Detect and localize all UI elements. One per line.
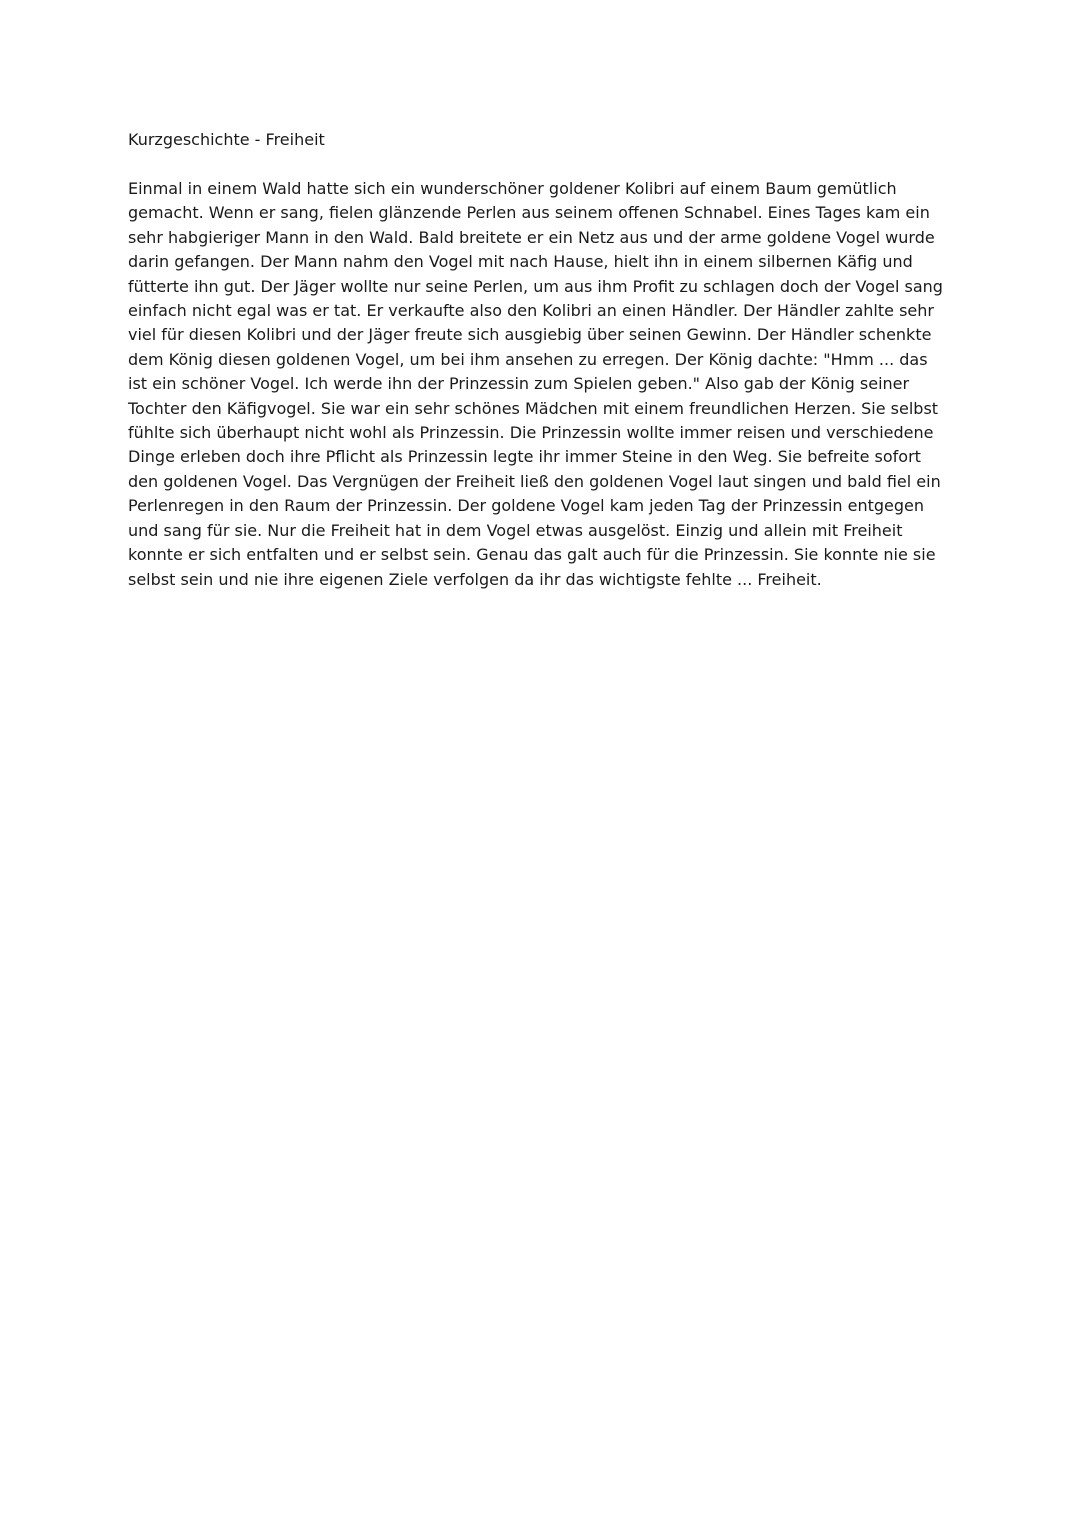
story-line: und sang für sie. Nur die Freiheit hat in dem Vogel etwas ausgelöst. Einzig und allein mit Freiheit [128, 520, 903, 540]
story-line: Perlenregen in den Raum der Prinzessin. Der goldene Vogel kam jeden Tag der Prinzessin entgegen [128, 496, 925, 516]
story-line: fütterte ihn gut. Der Jäger wollte nur seine Perlen, um aus ihm Profit zu schlagen doch der Vogel sang [128, 276, 943, 296]
story-line: selbst sein und nie ihre eigenen Ziele verfolgen da ihr das wichtigste fehlte ... Freiheit. [128, 569, 822, 589]
story-line: dem König diesen goldenen Vogel, um bei ihm ansehen zu erregen. Der König dachte: "Hmm ... das [128, 349, 928, 369]
story-line: viel für diesen Kolibri und der Jäger freute sich ausgiebig über seinen Gewinn. Der Händler schenkte [128, 325, 932, 345]
story-line: konnte er sich entfalten und er selbst sein. Genau das galt auch für die Prinzessin. Sie konnte nie sie [128, 545, 936, 565]
document-title: Kurzgeschichte - Freiheit [128, 130, 325, 149]
story-line: einfach nicht egal was er tat. Er verkaufte also den Kolibri an einen Händler. Der Händler zahlte sehr [128, 301, 934, 321]
story-line: fühlte sich überhaupt nicht wohl als Prinzessin. Die Prinzessin wollte immer reisen und verschiedene [128, 423, 934, 443]
story-line: darin gefangen. Der Mann nahm den Vogel mit nach Hause, hielt ihn in einem silbernen Käfig und [128, 252, 913, 272]
story-line: sehr habgieriger Mann in den Wald. Bald breitete er ein Netz aus und der arme goldene Vogel wurde [128, 227, 935, 247]
story-line: Tochter den Käfigvogel. Sie war ein sehr schönes Mädchen mit einem freundlichen Herzen. Sie selbst [128, 398, 939, 418]
story-line: Dinge erleben doch ihre Pflicht als Prinzessin legte ihr immer Steine in den Weg. Sie befreite sofort [128, 447, 921, 467]
story-body [128, 177, 968, 592]
story-line: den goldenen Vogel. Das Vergnügen der Freiheit ließ den goldenen Vogel laut singen und bald fiel ein [128, 471, 941, 491]
story-line: Einmal in einem Wald hatte sich ein wunderschöner goldener Kolibri auf einem Baum gemütlich [128, 179, 897, 198]
story-line: ist ein schöner Vogel. Ich werde ihn der Prinzessin zum Spielen geben." Also gab der König seiner [128, 374, 910, 394]
story-line: gemacht. Wenn er sang, fielen glänzende Perlen aus seinem offenen Schnabel. Eines Tages kam ein [128, 203, 930, 223]
